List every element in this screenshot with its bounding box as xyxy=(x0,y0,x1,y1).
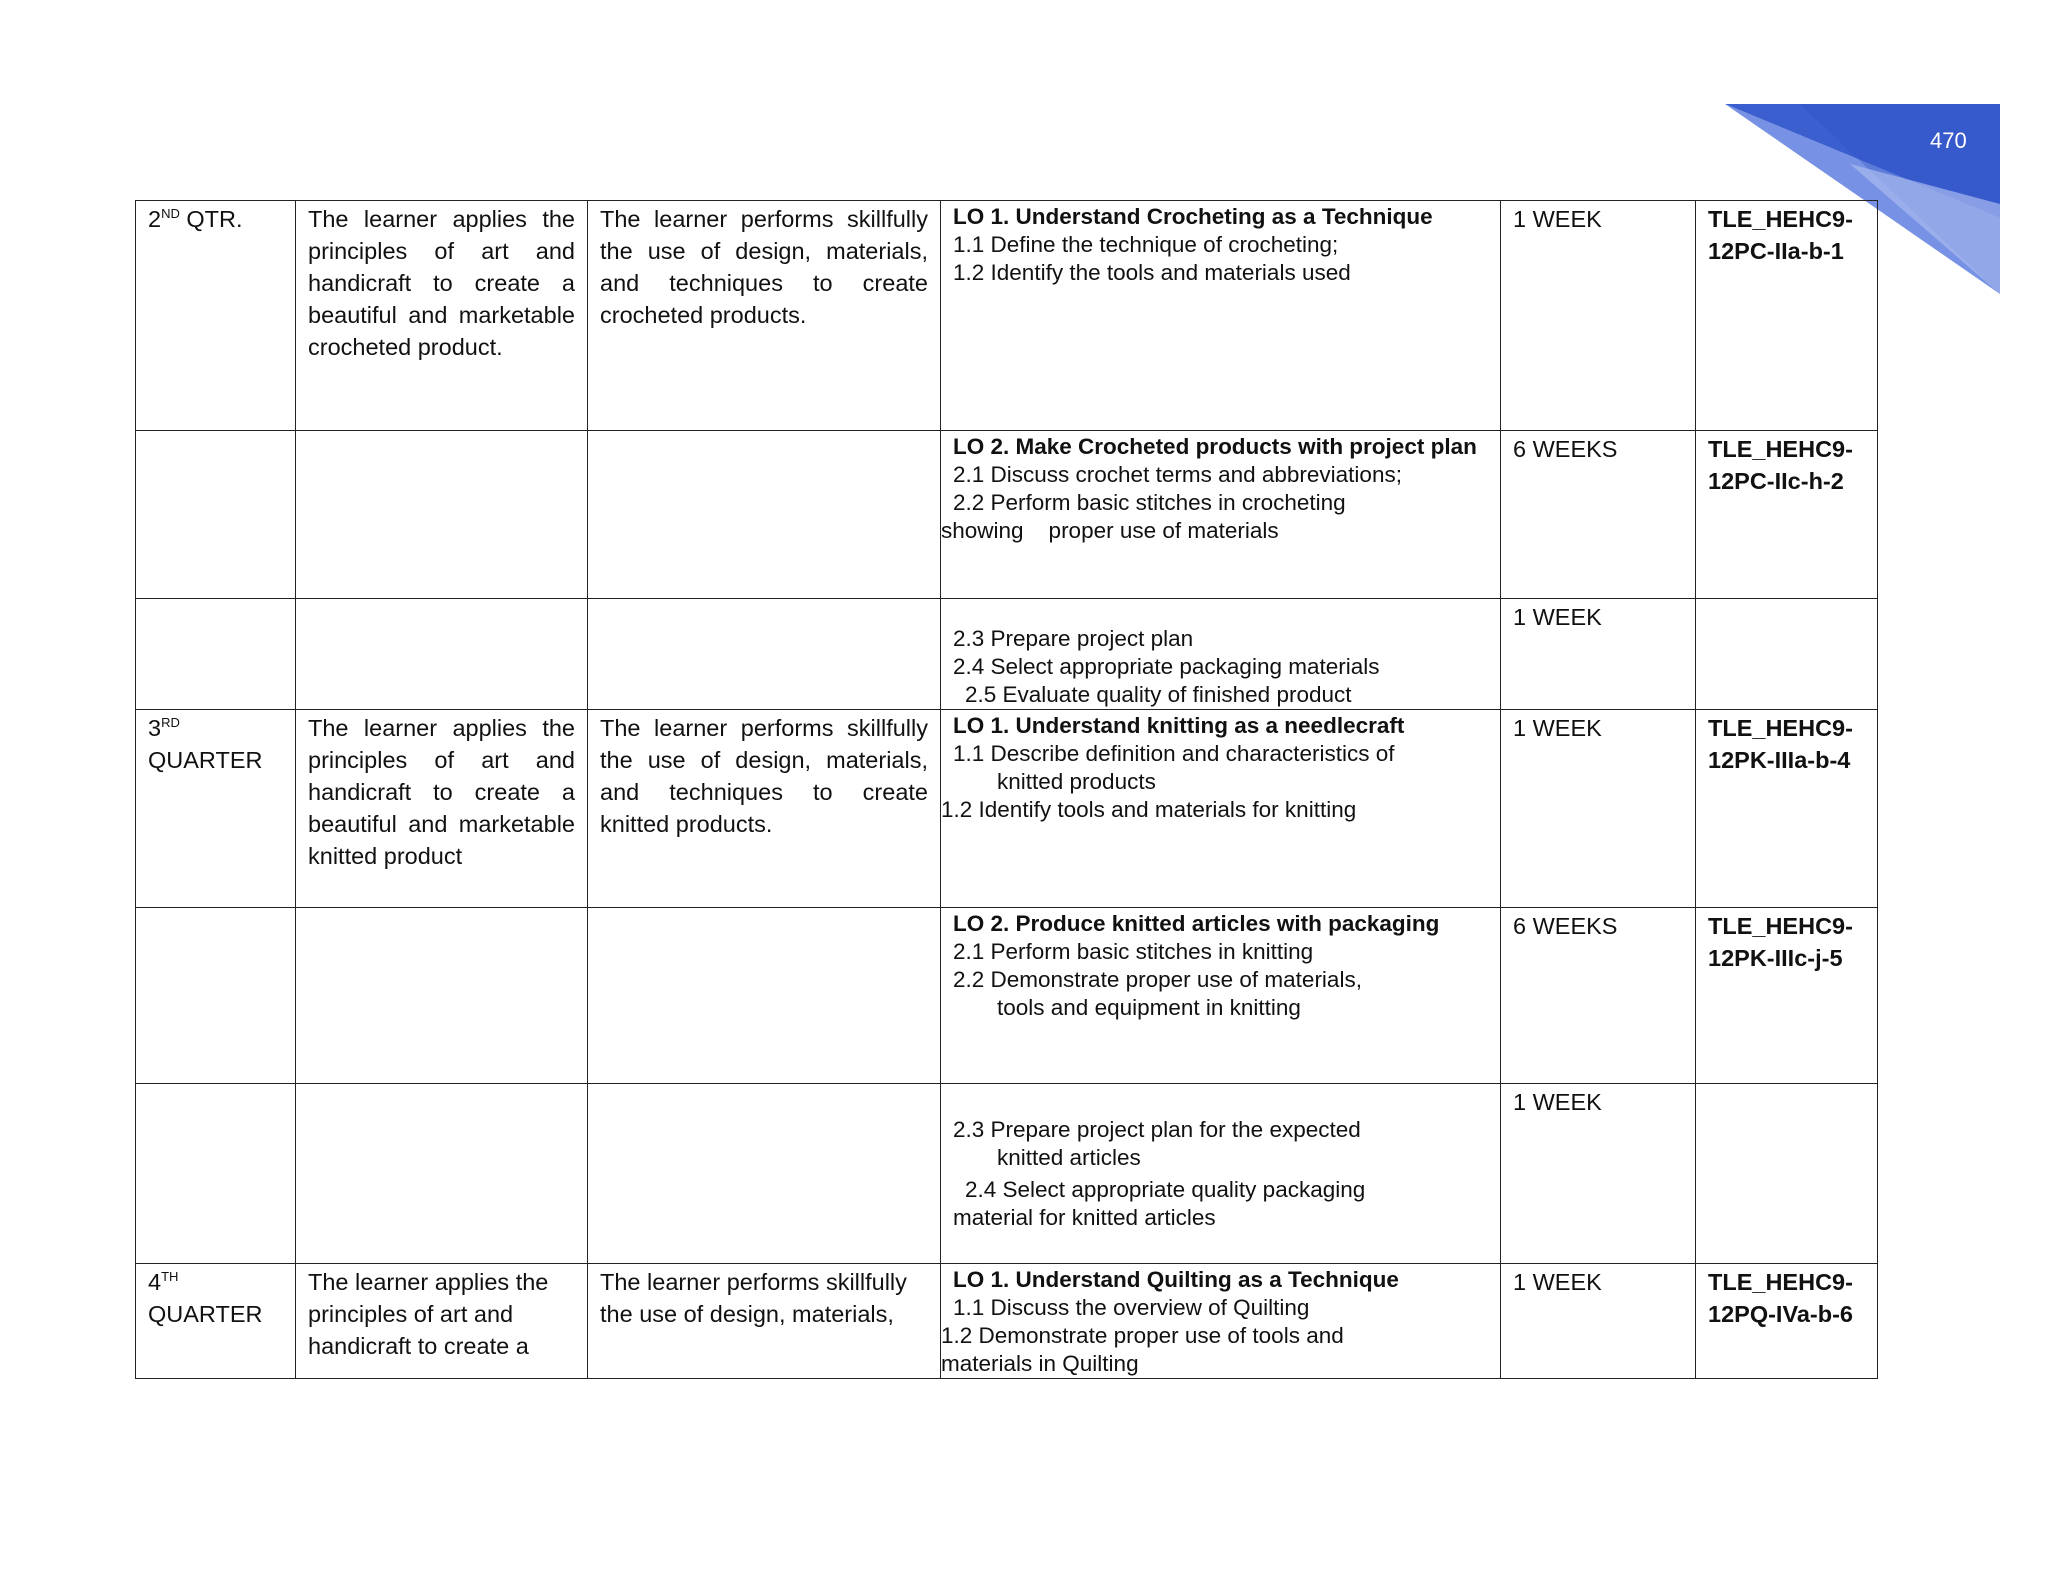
competency-code: TLE_HEHC9-12PK-IIIc-j-5 xyxy=(1696,908,1878,1084)
competency-code: TLE_HEHC9-12PQ-IVa-b-6 xyxy=(1696,1264,1878,1379)
learning-competency xyxy=(941,201,1501,431)
content-standard: The learner applies the principles of art and handicraft to create a beautiful and marketable crocheted product. xyxy=(296,201,588,431)
learning-competency xyxy=(941,431,1501,599)
curriculum-table xyxy=(135,200,1878,1379)
learning-competency xyxy=(941,599,1501,710)
quarter-cell: 3RD QUARTER xyxy=(136,710,296,908)
performance-standard: The learner performs skillfully the use of design, materials, xyxy=(588,1264,941,1379)
lo-item: tools and equipment in knitting xyxy=(997,995,1301,1020)
competency-code: TLE_HEHC9-12PK-IIIa-b-4 xyxy=(1696,710,1878,908)
learning-competency xyxy=(941,710,1501,908)
lo-item: 2.4 Select appropriate packaging materials xyxy=(953,654,1380,679)
lo-item: 2.3 Prepare project plan xyxy=(953,626,1194,651)
duration: 1 WEEK xyxy=(1501,599,1696,710)
lo-item: 1.2 Demonstrate proper use of tools and xyxy=(941,1323,1344,1348)
lo-item: 2.2 Perform basic stitches in crocheting xyxy=(953,490,1346,515)
content-standard: The learner applies the principles of art and handicraft to create a xyxy=(296,1264,588,1379)
lo-item: 2.1 Perform basic stitches in knitting xyxy=(953,939,1314,964)
lo-item: 1.1 Define the technique of crocheting; xyxy=(953,232,1339,257)
duration: 1 WEEK xyxy=(1501,201,1696,431)
duration: 6 WEEKS xyxy=(1501,431,1696,599)
competency-code: TLE_HEHC9-12PC-IIc-h-2 xyxy=(1696,431,1878,599)
learning-competency xyxy=(941,1084,1501,1264)
lo-item: 1.1 Discuss the overview of Quilting xyxy=(953,1295,1310,1320)
duration: 1 WEEK xyxy=(1501,710,1696,908)
table-row xyxy=(136,599,1878,710)
duration: 6 WEEKS xyxy=(1501,908,1696,1084)
quarter-cell: 2ND QTR. xyxy=(136,201,296,431)
lo-title: LO 2. Produce knitted articles with packaging xyxy=(953,911,1440,936)
table-row xyxy=(136,1084,1878,1264)
page-number: 470 xyxy=(1930,128,1967,153)
duration: 1 WEEK xyxy=(1501,1084,1696,1264)
duration: 1 WEEK xyxy=(1501,1264,1696,1379)
lo-item: 1.2 Identify tools and materials for knitting xyxy=(941,797,1357,822)
lo-item: 2.1 Discuss crochet terms and abbreviations; xyxy=(953,462,1402,487)
lo-item: material for knitted articles xyxy=(953,1205,1216,1230)
lo-title: LO 1. Understand knitting as a needlecraft xyxy=(953,713,1405,738)
table-row xyxy=(136,908,1878,1084)
lo-item: 1.1 Describe definition and characteristics of xyxy=(953,741,1395,766)
lo-item: 2.4 Select appropriate quality packaging xyxy=(965,1177,1366,1202)
lo-item: knitted articles xyxy=(997,1145,1141,1170)
lo-title: LO 2. Make Crocheted products with project plan xyxy=(953,434,1477,459)
lo-item: materials in Quilting xyxy=(941,1351,1139,1376)
performance-standard: The learner performs skillfully the use of design, materials, and techniques to create crocheted products. xyxy=(588,201,941,431)
lo-item: showing proper use of materials xyxy=(941,518,1279,543)
lo-item: 2.3 Prepare project plan for the expected xyxy=(953,1117,1361,1142)
table-row xyxy=(136,1264,1878,1379)
lo-title: LO 1. Understand Crocheting as a Technique xyxy=(953,204,1433,229)
lo-item: knitted products xyxy=(997,769,1156,794)
competency-code: TLE_HEHC9-12PC-IIa-b-1 xyxy=(1696,201,1878,431)
learning-competency xyxy=(941,1264,1501,1379)
table-row xyxy=(136,431,1878,599)
lo-item: 2.5 Evaluate quality of finished product xyxy=(965,682,1352,707)
table-row xyxy=(136,201,1878,431)
content-standard: The learner applies the principles of art and handicraft to create a beautiful and marketable knitted product xyxy=(296,710,588,908)
learning-competency xyxy=(941,908,1501,1084)
lo-title: LO 1. Understand Quilting as a Technique xyxy=(953,1267,1399,1292)
quarter-cell: 4TH QUARTER xyxy=(136,1264,296,1379)
lo-item: 2.2 Demonstrate proper use of materials, xyxy=(953,967,1362,992)
table-row xyxy=(136,710,1878,908)
lo-item: 1.2 Identify the tools and materials used xyxy=(953,260,1351,285)
performance-standard: The learner performs skillfully the use of design, materials, and techniques to create knitted products. xyxy=(588,710,941,908)
